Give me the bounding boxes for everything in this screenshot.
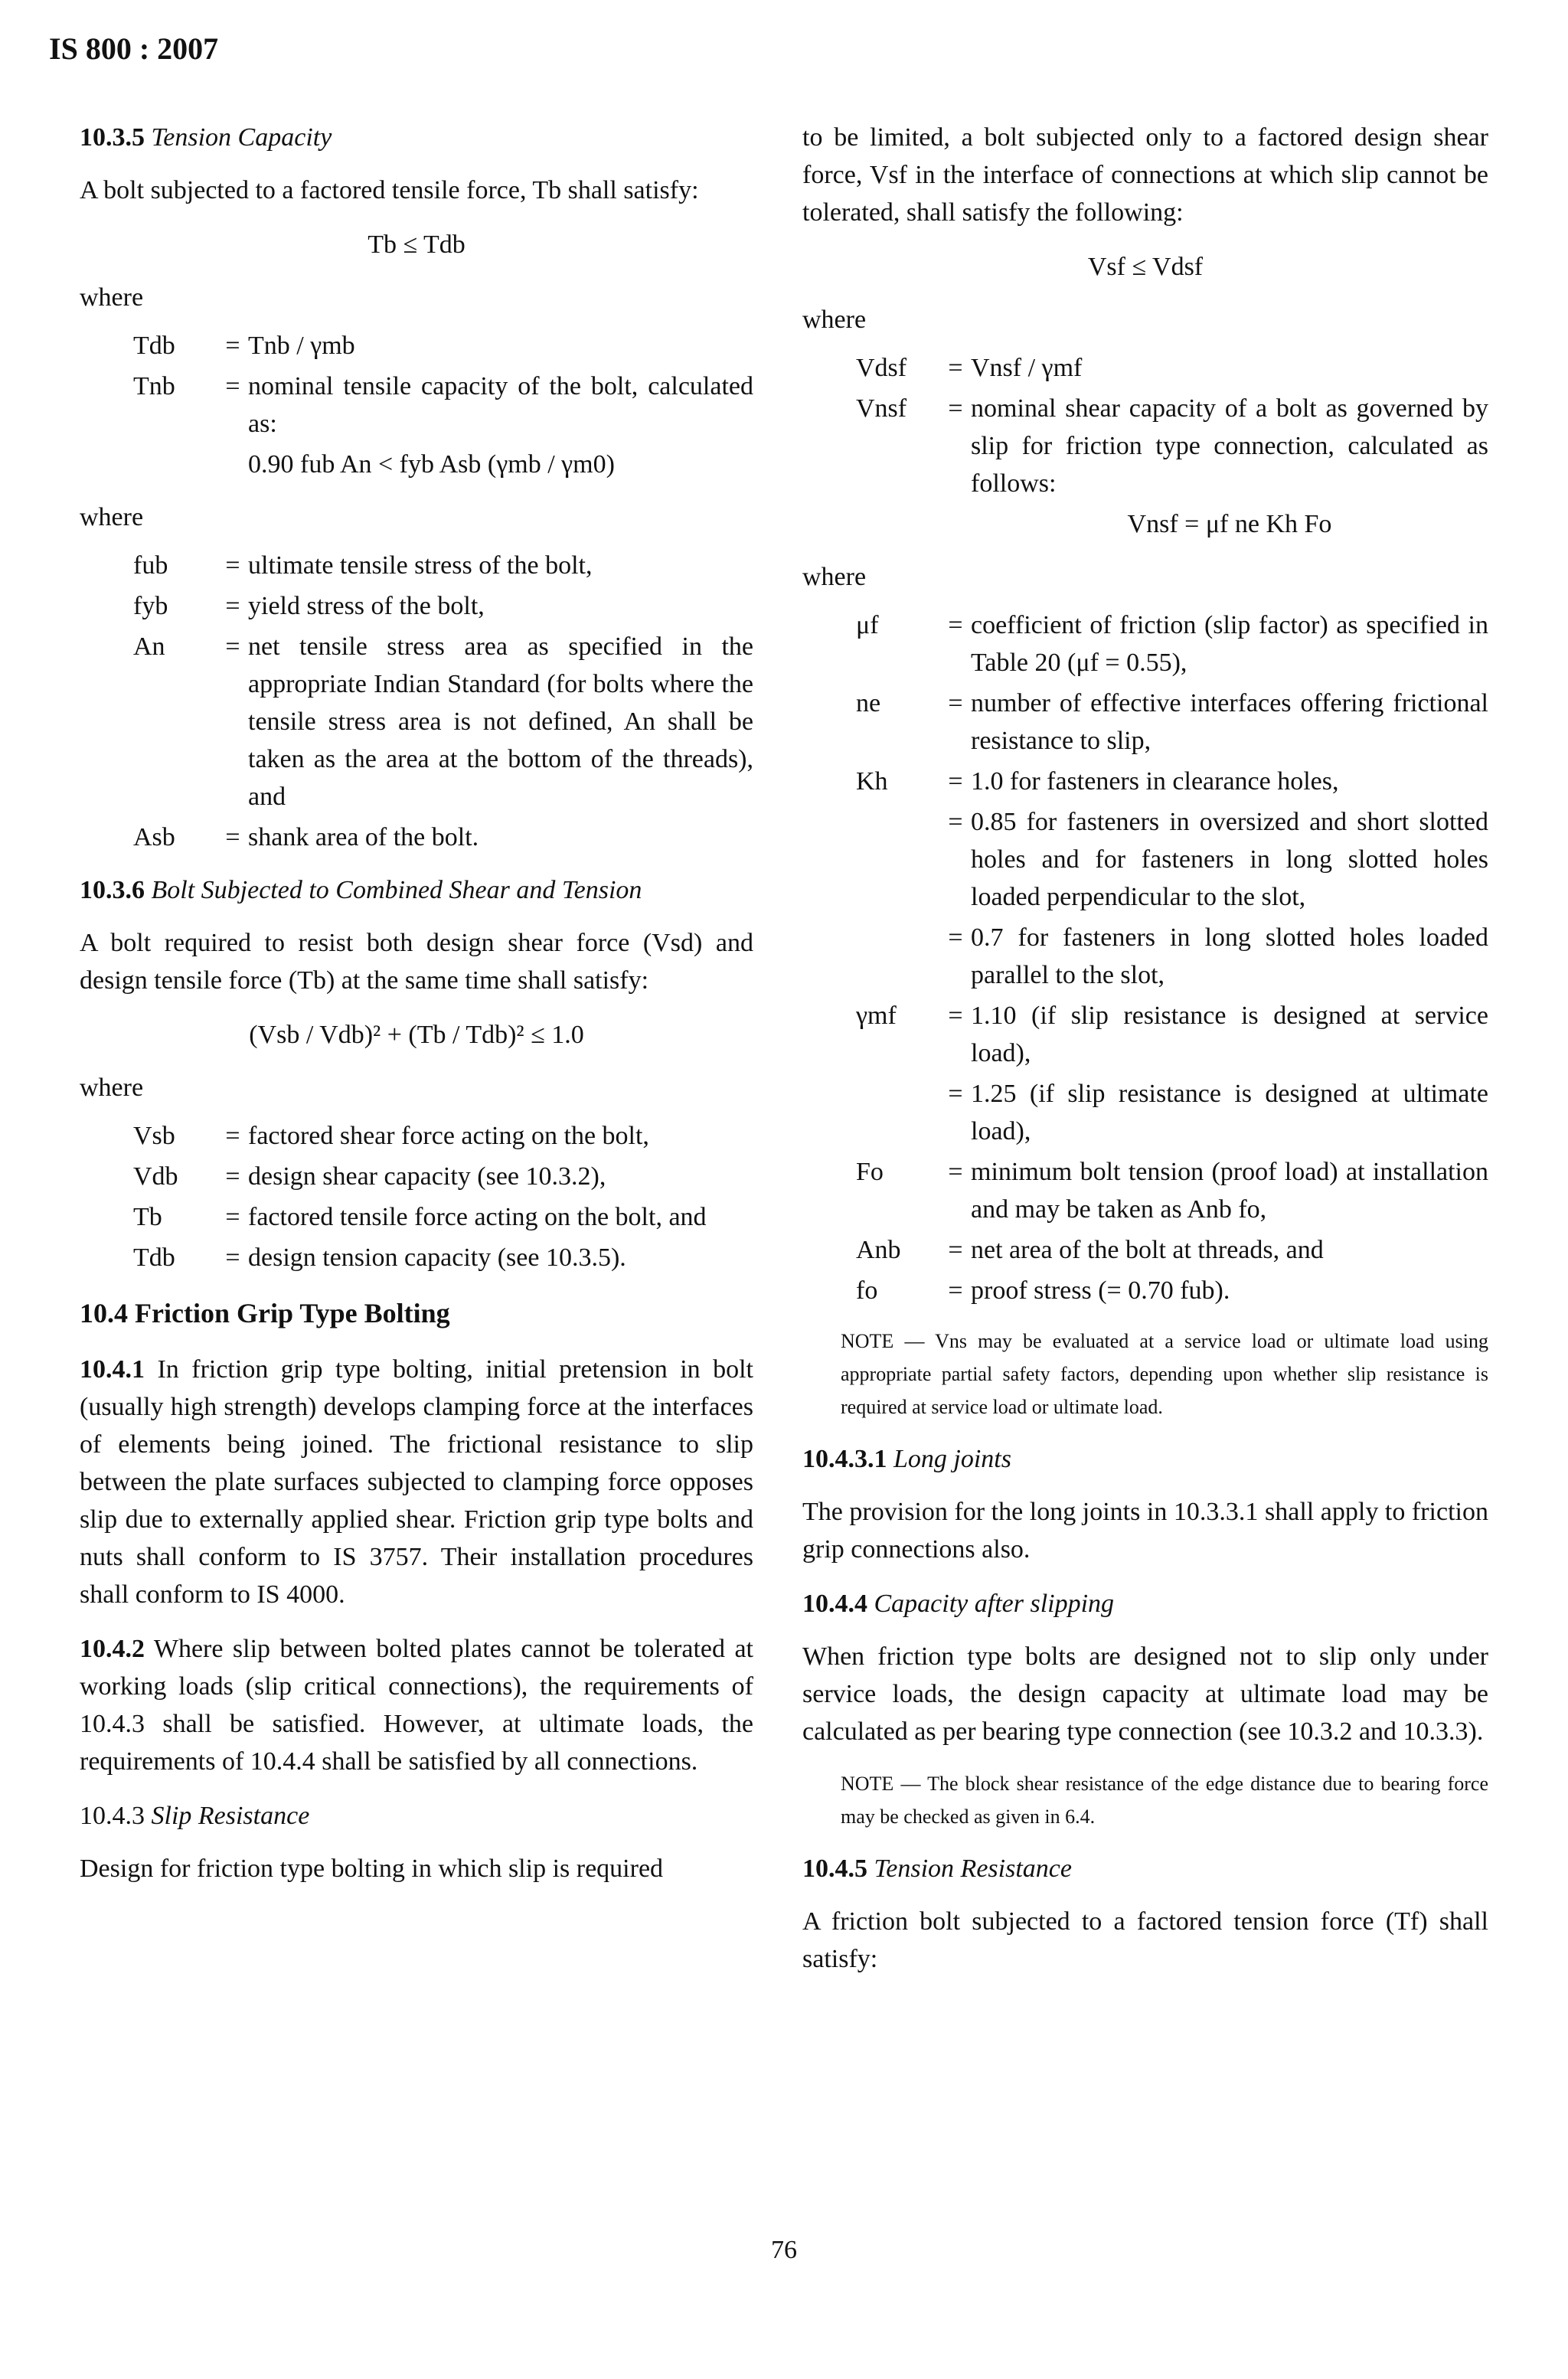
where-label: where [80, 1073, 144, 1102]
heading-10-4-5: 10.4.5 Tension Resistance [802, 1855, 1072, 1883]
definition-row: Tnb = nominal tensile capacity of the bolt, calculated as: [133, 372, 753, 438]
left-column [80, 119, 753, 1904]
para-10-4-3: Design for friction type bolting in which slip is required [80, 1855, 664, 1883]
definition-row: fyb = yield stress of the bolt, [133, 592, 485, 620]
para-10-3-5: A bolt subjected to a factored tensile force, Tb shall satisfy: [80, 176, 699, 204]
para-10-4-3-1: The provision for the long joints in 10.3.3.1 shall apply to friction grip connections also. [802, 1498, 1488, 1564]
definitions-tension [133, 327, 753, 483]
definition-row: Asb = shank area of the bolt. [133, 823, 479, 851]
definition-row: = 1.25 (if slip resistance is designed at ultimate load), [948, 1080, 1488, 1145]
definition-row: μf = coefficient of friction (slip factor) as specified in Table 20 (μf = 0.55), [856, 611, 1488, 677]
definition-row: Vsb = factored shear force acting on the bolt, [133, 1122, 649, 1150]
equation-interaction: (Vsb / Vdb)² + (Tb / Tdb)² ≤ 1.0 [249, 1021, 584, 1049]
where-label: where [80, 503, 144, 531]
heading-10-4: 10.4 Friction Grip Type Bolting [80, 1298, 450, 1328]
definition-row: Fo = minimum bolt tension (proof load) at installation and may be taken as Anb fo, [856, 1158, 1488, 1224]
definition-row: γmf = 1.10 (if slip resistance is designed at service load), [856, 1002, 1488, 1067]
heading-10-4-3-1: 10.4.3.1 Long joints [802, 1445, 1011, 1473]
definition-row: An = net tensile stress area as specified in the appropriate Indian Standard (for bolts where the tensile stress area is not defined, An shall be taken as the area at the bottom of the threads), and [133, 632, 753, 811]
page-number: 76 [771, 2236, 797, 2264]
heading-10-4-3: 10.4.3 Slip Resistance [80, 1802, 310, 1830]
equation-tension: Tb ≤ Tdb [368, 230, 466, 259]
definition-row: Tdb = Tnb / γmb [133, 332, 355, 360]
definition-row: Vdsf = Vnsf / γmf [856, 354, 1083, 382]
definitions-stress [133, 547, 753, 856]
definition-row: = 0.7 for fasteners in long slotted holes loaded parallel to the slot, [948, 923, 1488, 989]
para-slip-continued: to be limited, a bolt subjected only to a factored design shear force, Vsf in the interface of connections at which slip cannot be tolerated, shall satisfy the following: [802, 123, 1488, 227]
definition-row: Anb = net area of the bolt at threads, and [856, 1236, 1324, 1264]
para-10-4-2: 10.4.2 Where slip between bolted plates cannot be tolerated at working loads (slip critical connections), the requirements of 10.4.3 shall be satisfied. However, at ultimate loads, the requirements of 10.4.4 shall be satisfied by all connections. [80, 1635, 753, 1776]
equation-slip: Vsf ≤ Vdsf [1087, 253, 1204, 281]
para-10-4-5: A friction bolt subjected to a factored tension force (Tf) shall satisfy: [802, 1907, 1488, 1973]
heading-10-4-4: 10.4.4 Capacity after slipping [802, 1590, 1115, 1618]
definition-row: ne = number of effective interfaces offering frictional resistance to slip, [856, 689, 1488, 755]
definition-row: Tb = factored tensile force acting on the bolt, and [133, 1203, 707, 1231]
note-slip: NOTE — Vns may be evaluated at a service load or ultimate load using appropriate partial safety factors, depending upon whether slip resistance is required at service load or ultimate load. [841, 1330, 1488, 1418]
where-label: where [802, 563, 867, 591]
right-column [802, 119, 1488, 1995]
definition-row: Vdb = design shear capacity (see 10.3.2), [133, 1162, 606, 1191]
heading-10-3-5: 10.3.5 Tension Capacity [80, 123, 332, 152]
definitions-friction [856, 606, 1488, 1309]
where-label: where [80, 283, 144, 312]
definition-row: Tdb = design tension capacity (see 10.3.5). [133, 1243, 626, 1272]
note-block-shear: NOTE — The block shear resistance of the edge distance due to bearing force may be checked as given in 6.4. [841, 1773, 1488, 1828]
definition-row: = 0.85 for fasteners in oversized and short slotted holes and for fasteners in long slotted holes loaded perpendicular to the slot, [948, 808, 1488, 911]
definitions-interaction [133, 1117, 753, 1276]
definition-row: fo = proof stress (= 0.70 fub). [856, 1276, 1230, 1305]
definition-row: Kh = 1.0 for fasteners in clearance holes, [856, 767, 1339, 796]
para-10-4-4: When friction type bolts are designed not to slip only under service loads, the design capacity at ultimate load may be calculated as per bearing type connection (see 10.3.2 and 10.3.3). [802, 1642, 1488, 1746]
heading-10-3-6: 10.3.6 Bolt Subjected to Combined Shear and Tension [80, 876, 642, 904]
para-10-3-6: A bolt required to resist both design shear force (Vsd) and design tensile force (Tb) at the same time shall satisfy: [80, 929, 753, 995]
definitions-slip [856, 349, 1488, 543]
running-header: IS 800 : 2007 [49, 31, 219, 66]
where-label: where [802, 306, 867, 334]
definition-row: fub = ultimate tensile stress of the bolt, [133, 551, 593, 580]
definition-formula: 0.90 fub An < fyb Asb (γmb / γm0) [248, 450, 615, 479]
para-10-4-1: 10.4.1 In friction grip type bolting, initial pretension in bolt (usually high strength) develops clamping force at the interfaces of elements being joined. The frictional resistance to slip between the plate surfaces subjected to clamping force opposes slip due to externally applied shear. Friction grip type bolts and nuts shall conform to IS 3757. Their installation procedures shall conform to IS 4000. [80, 1355, 753, 1609]
definition-formula: Vnsf = μf ne Kh Fo [1127, 510, 1332, 538]
definition-row: Vnsf = nominal shear capacity of a bolt as governed by slip for friction type connection, calculated as follows: [856, 394, 1488, 498]
